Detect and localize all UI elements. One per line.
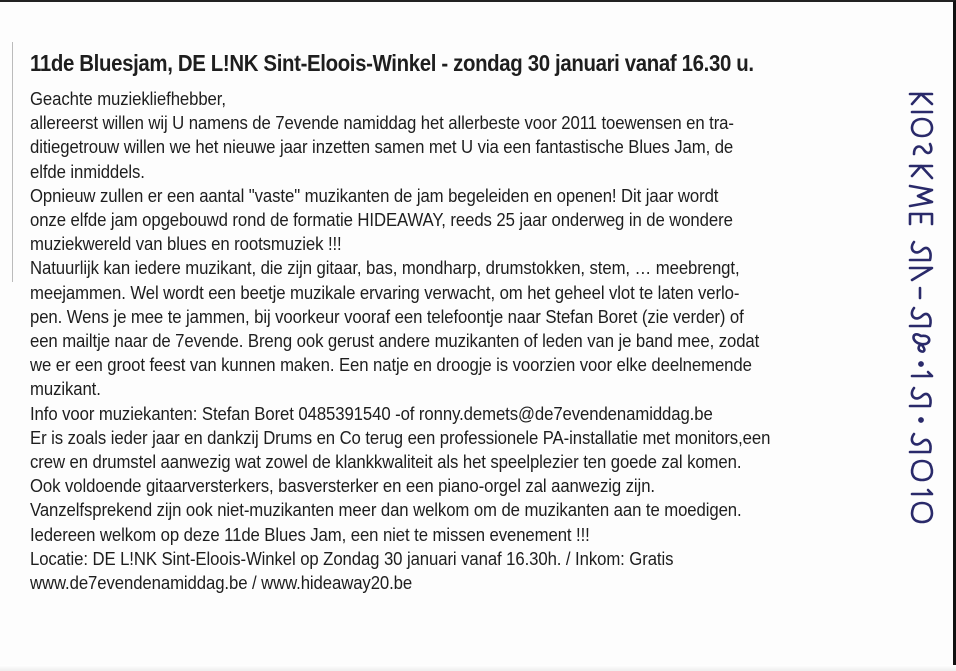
scan-bottom-edge (0, 665, 956, 671)
body-line: allereerst willen wij U namens de 7evende namiddag het allerbeste voor 2011 toewensen en tra- (30, 112, 734, 134)
body-line: Natuurlijk kan iedere muzikant, die zijn gitaar, bas, mondharp, drumstokken, stem, … meebrengt, (30, 257, 740, 279)
contact-info-line: Info voor muziekanten: Stefan Boret 0485391540 -of ronny.demets@de7evendenamiddag.be (30, 402, 713, 424)
handwritten-note-drawing (900, 90, 940, 560)
websites-line: www.de7evendenamiddag.be / www.hideaway20.be (30, 572, 413, 594)
scan-edge-mark (12, 42, 13, 282)
body-line: Geachte muziekliefhebber, (30, 88, 226, 109)
body-line: een mailtje naar de 7evende. Breng ook gerust andere muzikanten of leden van je band mee, zodat (30, 330, 760, 352)
body-line: elfde inmiddels. (30, 160, 145, 182)
article-headline: 11de Bluesjam, DE L!NK Sint-Eloois-Winkel - zondag 30 januari vanaf 16.30 u. (30, 50, 754, 76)
handwritten-note (900, 90, 940, 560)
article (28, 50, 888, 595)
body-line: crew en drumstel aanwezig wat zowel de klankkwaliteit als het speelplezier ten goede zal komen. (30, 451, 742, 473)
body-line: meejammen. Wel wordt een beetje muzikale ervaring verwacht, om het geheel vlot te laten verlo- (30, 281, 740, 303)
body-line: ditiegetrouw willen we het nieuwe jaar inzetten samen met U via een fantastische Blues Jam, de (30, 136, 734, 158)
body-line: Vanzelfsprekend zijn ook niet-muzikanten meer dan welkom om de muzikanten aan te moedigen. (30, 499, 742, 521)
article-body (28, 87, 888, 595)
body-line: pen. Wens je mee te jammen, bij voorkeur vooraf een telefoontje naar Stefan Boret (zie verder) of (30, 305, 744, 327)
body-line: muziekwereld van blues en rootsmuziek !!! (30, 233, 342, 255)
body-line: Ook voldoende gitaarversterkers, basversterker en een piano-orgel zal aanwezig zijn. (30, 475, 655, 497)
body-line: Opnieuw zullen er een aantal "vaste" muzikanten de jam begeleiden en openen! Dit jaar wordt (30, 184, 719, 206)
body-line: we er een groot feest van kunnen maken. Een natje en droogje is voorzien voor elke deelnemende (30, 354, 752, 376)
location-line: Locatie: DE L!NK Sint-Eloois-Winkel op Zondag 30 januari vanaf 16.30h. / Inkom: Gratis (30, 547, 674, 569)
body-line: Iedereen welkom op deze 11de Blues Jam, een niet te missen evenement !!! (30, 523, 590, 545)
body-line: onze elfde jam opgebouwd rond de formatie HIDEAWAY, reeds 25 jaar onderweg in de wondere (30, 209, 733, 231)
body-line: muzikant. (30, 378, 101, 400)
body-line: Er is zoals ieder jaar en dankzij Drums en Co terug een professionele PA-installatie met monitors,een (30, 426, 771, 448)
